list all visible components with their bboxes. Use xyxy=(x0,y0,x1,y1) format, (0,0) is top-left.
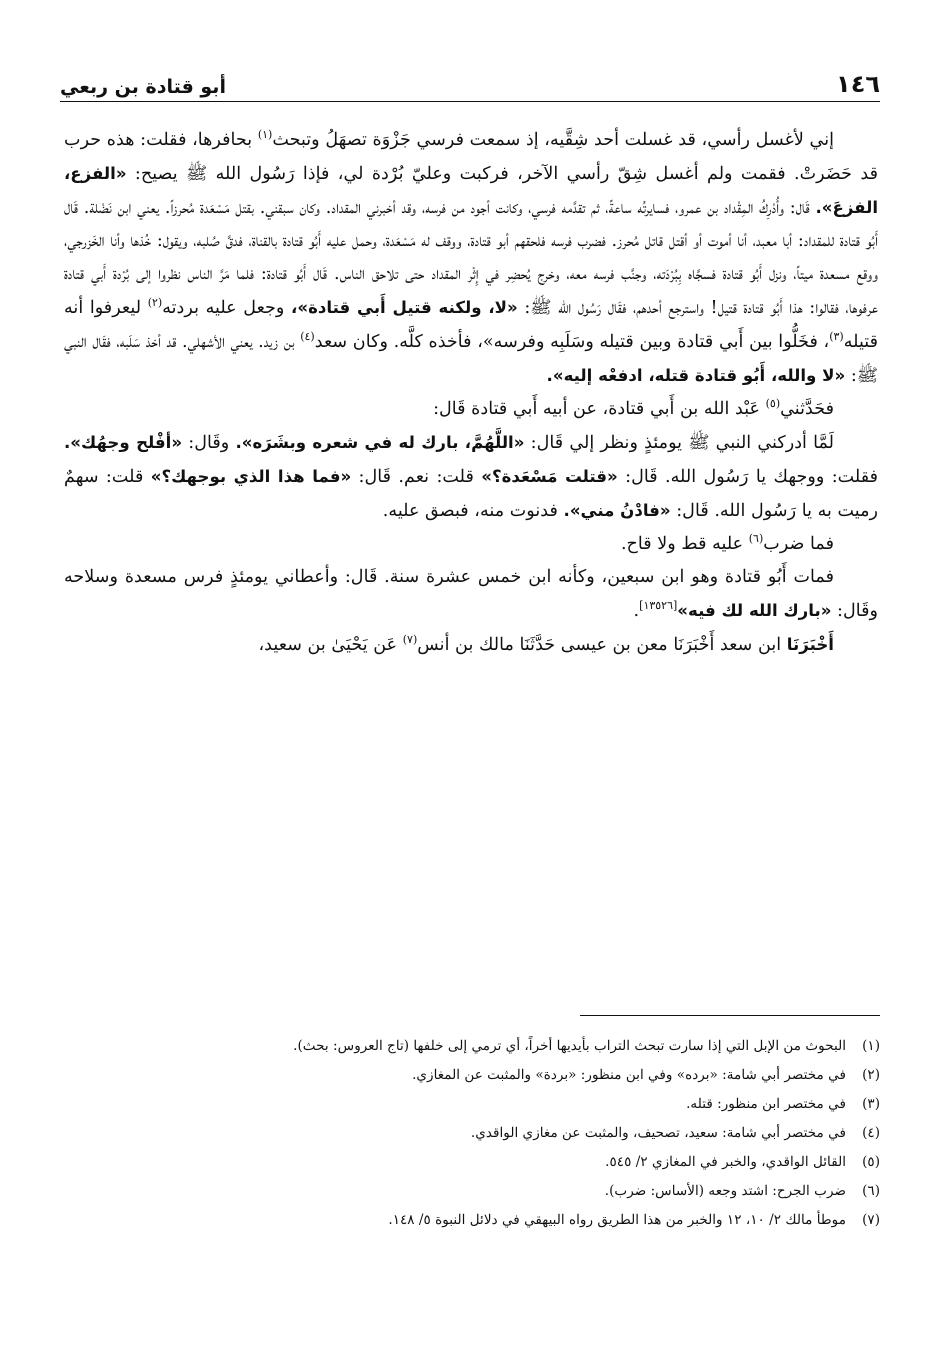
quote-allahumma: «اللَّهُمَّ، بارك له في شعره وبشَرَه». xyxy=(235,432,525,452)
footnote-ref-5: (٥) xyxy=(765,396,781,410)
text-run: إني لأغسل رأسي، قد غسلت أحد شِقَّيه، إذ سمعت فرسي جَزْوَة تصهَلُ وتبحث xyxy=(272,130,834,150)
quote-la-walakinnahu: «لا، ولكنه قتيل أَبي قتادة»، xyxy=(291,298,518,318)
hadith-number: [١٣٥٢٦] xyxy=(639,599,678,613)
quote-fama: «فما هذا الذي بوجهك؟» xyxy=(150,466,352,486)
footnote-text: في مختصر أبي شامة: سعيد، تصحيف، والمثبت عن مغازي الواقدي. xyxy=(470,1125,846,1141)
text-run: ابن سعد أَخْبَرَنَا معن بن عيسى حَدَّثَنَا مالك بن أنس xyxy=(417,635,782,656)
text-run: لَمَّا أدركني النبي ﷺ يومئذٍ ونظر إلي قَال: xyxy=(530,432,835,453)
quote-fadnu: «فادْنُ مني». xyxy=(563,501,671,521)
paragraph-1 xyxy=(64,124,878,393)
text-run: عَن يَحْيَىٰ بن سعيد، xyxy=(258,635,398,656)
page-number: ١٤٦ xyxy=(836,70,880,98)
paragraph-4 xyxy=(64,528,878,561)
text-run: فمات أَبُو قتادة وهو ابن سبعين، وكأنه ابن خمس عشرة سنة. قَال: وأعطاني يومئذٍ فرس مسعدة وسلاحه وقَال: xyxy=(64,567,878,622)
footnote-number: (٦) xyxy=(862,1183,880,1199)
footnotes xyxy=(120,1032,880,1235)
footnote-number: (٢) xyxy=(862,1067,880,1083)
text-run: عليه قط ولا قاح. xyxy=(620,534,744,555)
footnote-item xyxy=(120,1177,880,1206)
footnote-text: ضرب الجرح: اشتد وجعه (الأساس: ضرب). xyxy=(604,1183,846,1199)
quote-barak: «بارك الله لك فيه» xyxy=(677,601,832,621)
text-run: بحافرها، فقلت: هذه حرب قد حَضَرتْ. فقمت ولم أغسل شِقّ رأسي الآخر، فركبت وعليّ بُرْدة لي، فإذا رَسُول الله ﷺ يصيح: xyxy=(64,130,878,185)
quote-qatalta: «قتلت مَسْعَدة؟» xyxy=(481,466,618,486)
footnote-text: القائل الواقدي، والخبر في المغازي ٢/ ٥٤٥. xyxy=(605,1154,846,1170)
paragraph-3 xyxy=(64,426,878,528)
footnote-number: (٧) xyxy=(862,1212,880,1228)
footnote-ref-6: (٦) xyxy=(748,532,764,546)
footnote-number: (٤) xyxy=(862,1125,880,1141)
footnote-item xyxy=(120,1090,880,1119)
footnote-text: في مختصر أبي شامة: «برده» وفي ابن منظور: «بردة» والمثبت عن المغازي. xyxy=(412,1067,846,1083)
footnote-ref-7: (٧) xyxy=(402,633,418,647)
text-run: فدنوت منه، فبصق عليه. xyxy=(382,501,558,522)
footnote-item xyxy=(120,1119,880,1148)
paragraph-2 xyxy=(64,393,878,426)
text-run: . xyxy=(633,601,640,622)
footnote-separator xyxy=(580,1015,880,1016)
text-run: ليعرفوا أنه قتيله xyxy=(64,298,879,352)
text-run: فقلت: ووجهك يا رَسُول الله. قَال: xyxy=(625,466,879,487)
footnote-ref-1: (١) xyxy=(257,128,273,142)
quote-la-wallah: «لا والله، أَبُو قتادة قتله، ادفعْه إليه». xyxy=(546,365,846,385)
header-rule xyxy=(60,101,880,102)
text-run: بن زيد. يعني الأشهلي. قد أخذ سَلَبه، فقَال النبي ﷺ: xyxy=(64,331,878,386)
text-run: وقَال: xyxy=(188,432,230,453)
footnote-number: (٣) xyxy=(862,1096,880,1112)
text-run: وجعل عليه بردته xyxy=(162,298,285,319)
paragraph-6 xyxy=(64,628,878,662)
text-run: قلت: سهمٌ رميت به يا رَسُول الله. قَال: xyxy=(64,466,878,522)
quote-aflah: «أفْلح وجهُك». xyxy=(64,432,183,452)
text-run: فحَدَّثني xyxy=(780,398,834,419)
paragraph-5 xyxy=(64,561,878,628)
footnote-number: (١) xyxy=(862,1038,880,1054)
text-run: فما ضرب xyxy=(763,534,834,555)
footnote-text: في مختصر ابن منظور: قتله. xyxy=(686,1096,846,1112)
page-header xyxy=(60,58,880,98)
footnote-item xyxy=(120,1206,880,1235)
footnote-number: (٥) xyxy=(862,1154,880,1170)
footnote-item xyxy=(120,1148,880,1177)
text-run: قَال: وأُدْرِكُ المِقْداد بن عمرو، فسايرتُه ساعةً، ثم تقدَّمه فرسي، وكانت أجود من فرسه، وقد أخبرني المقداد. وكان سبقني. بقتل مَسْعَدة مُحرزاً. يعني ابن نَضْلة. قَال أَبُو قتادة للمقداد: أبا معبد، أنا أموت أو أقتل قاتل مُحرز. فضرب فرسه فلحقهم أبو قتادة، ووقف له مَسْعَدة، وحمل عليه أَبُو قتادة بالقناة، فدقَّ صُلبه، ويقول: خُذها وأنا الخَزرجي، ووقع مسعدة ميتاً، ونزل أَبُو قتادة فسجَّاه بِبُرْدَته، وجنَّب فرسه معه، وخرج يُحضِر في إِثْر المقداد حتى تلاحق الناس. قَال أَبُو قتادة: فلما مَرَّ الناس نظروا إلى بُرْدة أَبي قتادة عرفوها، فقالوا: هذا أَبُو قتادة قتيل! واسترجع أحدهم، فقَال رَسُول الله ﷺ: xyxy=(64,198,879,319)
running-title: أبو قتادة بن ربعي xyxy=(60,76,226,98)
footnote-item xyxy=(120,1061,880,1090)
footnote-text: موطأ مالك ٢/ ١٠، ١٢ والخبر من هذا الطريق رواه البيهقي في دلائل النبوة ٥/ ١٤٨. xyxy=(388,1212,846,1228)
footnote-text: البحوث من الإبل التي إذا سارت تبحث التراب بأيديها أخراً، أي ترمي إلى خلفها (تاج العروس: بحث). xyxy=(293,1038,846,1054)
footnote-ref-4: (٤) xyxy=(300,329,315,343)
text-run: ، فخَلُّوا بين أَبي قتادة وبين قتيله وسَلَبِه وفرسه»، فأخذه كلَّه. وكان سعد xyxy=(314,331,830,352)
footnote-ref-3: (٣) xyxy=(829,329,844,343)
akhbarana-keyword: أَخْبَرَنَا xyxy=(786,635,834,655)
footnote-ref-2: (٢) xyxy=(147,296,163,310)
text-run: قلت: نعم. قَال: xyxy=(358,466,474,487)
text-run: عَبْد الله بن أَبي قتادة، عن أبيه أَبي قتادة قَال: xyxy=(433,398,761,419)
quote-faza: «الفزع، الفزعَ». xyxy=(64,164,879,218)
footnote-item xyxy=(120,1032,880,1061)
main-text xyxy=(64,124,878,974)
